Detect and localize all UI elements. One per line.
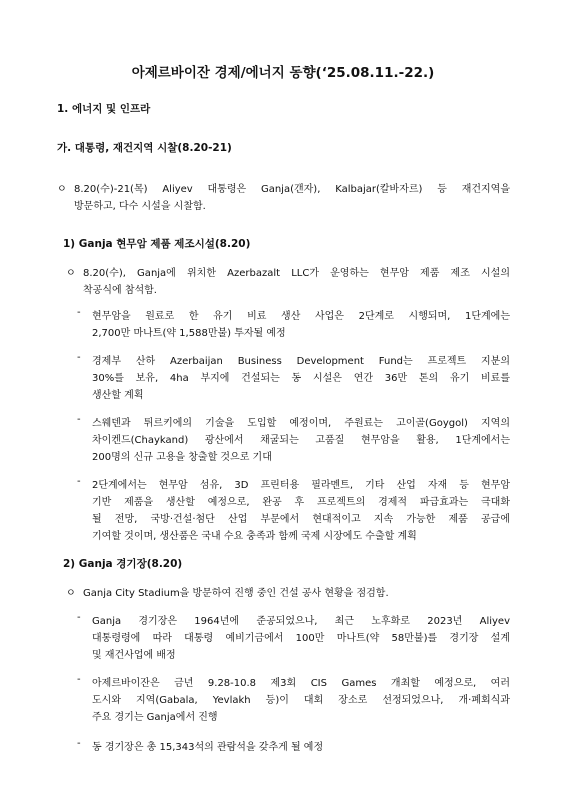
basalt-dash1-line-1: 현무암을 원료로 한 유기 비료 생산 사업은 2단계로 시행되며, 1단계에는 (92, 311, 510, 322)
basalt-dash4-line-4: 기여할 것이며, 생산품은 국내 수요 충족과 함께 국제 시장에도 수출할 계획 (92, 531, 417, 542)
circle-bullet: ㅇ (66, 268, 76, 279)
basalt-dash4-line-3: 될 전망, 국방·건설·첨단 산업 부문에서 현대적이고 지속 가능한 제품 공급에 (92, 514, 510, 525)
dash-bullet: - (77, 476, 81, 487)
circle-bullet: ㅇ (66, 588, 76, 599)
basalt-main-line-2: 착공식에 참석함. (83, 285, 157, 296)
dash-bullet: - (77, 612, 81, 623)
basalt-dash2-line-2: 30%를 보유, 4ha 부지에 건설되는 동 시설은 연간 36만 톤의 유기 비료를 (92, 373, 510, 384)
section-heading-energy-infrastructure: 1. 에너지 및 인프라 (57, 103, 151, 115)
dash-bullet: - (77, 352, 81, 363)
stadium-main-line-1: Ganja City Stadium을 방문하여 진행 중인 건설 공사 현황을 점검함. (83, 588, 389, 599)
basalt-dash3-line-2: 차이켄드(Chaykand) 광산에서 채굴되는 고품질 현무암을 활용, 1단계에서는 (92, 435, 510, 446)
circle-bullet: ㅇ (57, 184, 67, 195)
stadium-dash3-line-1: 동 경기장은 총 15,343석의 관람석을 갖추게 될 예정 (92, 742, 324, 753)
intro-line-1: 8.20(수)-21(목) Aliyev 대통령은 Ganja(갠자), Kalbajar(칼바자르) 등 재건지역을 (74, 184, 510, 195)
basalt-dash2-line-1: 경제부 산하 Azerbaijan Business Development Fund는 프로젝트 지분의 (92, 356, 510, 367)
stadium-dash1-line-2: 대통령령에 따라 대통령 예비기금에서 100만 마나트(약 58만불)를 경기장 설계 (92, 633, 510, 644)
dash-bullet: - (77, 414, 81, 425)
basalt-dash4-line-2: 기반 제품을 생산할 예정으로, 완공 후 프로젝트의 경제적 파급효과는 극대화 (92, 497, 510, 508)
basalt-dash2-line-3: 생산할 계획 (92, 390, 144, 401)
document-title: 아제르바이잔 경제/에너지 동향(‘25.08.11.-22.) (131, 65, 435, 81)
stadium-dash2-line-1: 아제르바이잔은 금년 9.28-10.8 제3회 CIS Games 개최할 예정으로, 여러 (92, 678, 510, 689)
basalt-main-line-1: 8.20(수), Ganja에 위치한 Azerbazalt LLC가 운영하는 현무암 제품 제조 시설의 (83, 268, 510, 279)
item-heading-basalt-plant: 1) Ganja 현무암 제품 제조시설(8.20) (63, 238, 251, 250)
dash-bullet: - (77, 738, 81, 749)
stadium-dash2-line-3: 주요 경기는 Ganja에서 진행 (92, 712, 218, 723)
basalt-dash3-line-1: 스웨덴과 튀르키에의 기술을 도입할 예정이며, 주원료는 고이골(Goygol) 지역의 (92, 418, 510, 429)
subsection-heading-president-visit: 가. 대통령, 재건지역 시찰(8.20-21) (57, 142, 232, 154)
item-heading-ganja-stadium: 2) Ganja 경기장(8.20) (63, 558, 183, 570)
stadium-dash2-line-2: 도시와 지역(Gabala, Yevlakh 등)이 대회 장소로 선정되었으나, 개·폐회식과 (92, 695, 510, 706)
dash-bullet: - (77, 674, 81, 685)
basalt-dash4-line-1: 2단계에서는 현무암 섬유, 3D 프린터용 필라멘트, 기타 산업 자재 등 현무암 (92, 480, 510, 491)
stadium-dash1-line-3: 및 재건사업에 배정 (92, 650, 176, 661)
basalt-dash3-line-3: 200명의 신규 고용을 창출할 것으로 기대 (92, 452, 272, 463)
dash-bullet: - (77, 307, 81, 318)
stadium-dash1-line-1: Ganja 경기장은 1964년에 준공되었으나, 최근 노후화로 2023년 Aliyev (92, 616, 510, 627)
intro-line-2: 방문하고, 다수 시설을 시찰함. (74, 201, 206, 212)
basalt-dash1-line-2: 2,700만 마나트(약 1,588만불) 투자될 예정 (92, 328, 286, 339)
